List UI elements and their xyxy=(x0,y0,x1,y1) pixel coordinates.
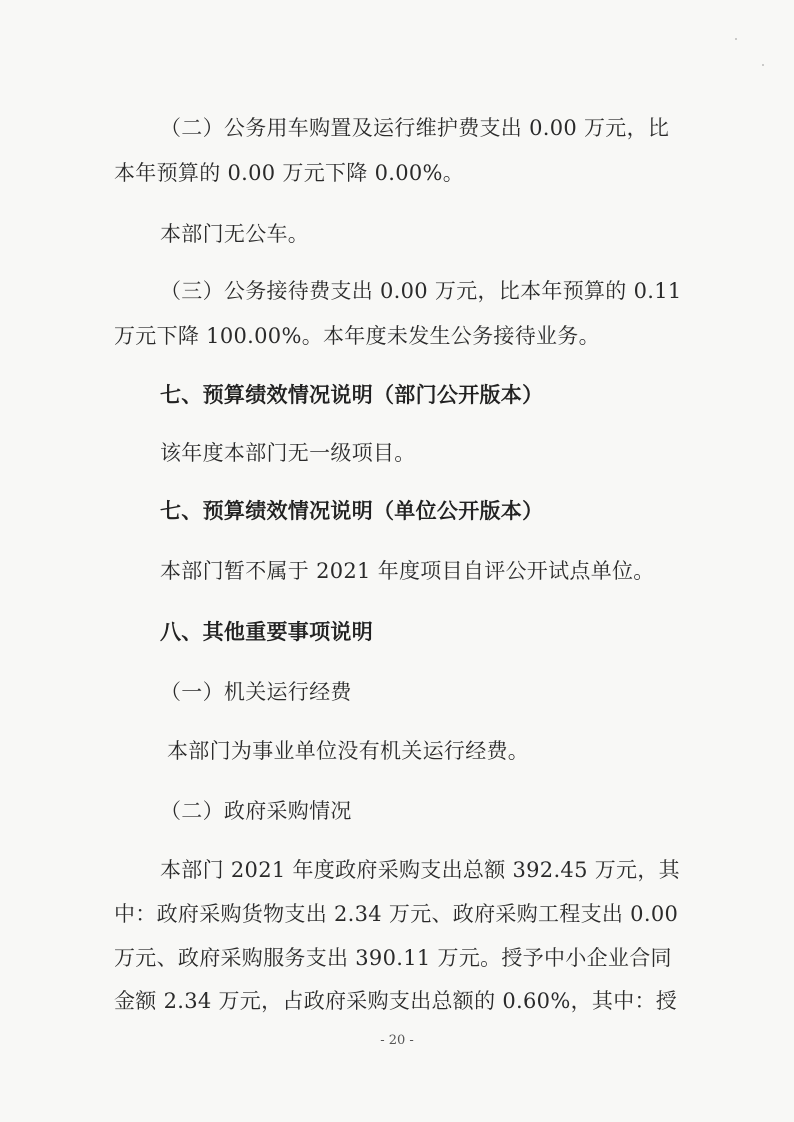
operating-expenses-text: 本部门为事业单位没有机关运行经费。 xyxy=(167,739,530,763)
section-heading-performance-department: 七、预算绩效情况说明（部门公开版本） xyxy=(160,383,544,407)
procurement-line-1: 本部门 2021 年度政府采购支出总额 392.45 万元，其 xyxy=(160,858,680,882)
section-heading-other-matters: 八、其他重要事项说明 xyxy=(160,620,373,644)
performance-unit-text: 本部门暂不属于 2021 年度项目自评公开试点单位。 xyxy=(160,559,655,583)
subheading-government-procurement: （二）政府采购情况 xyxy=(160,799,352,823)
reception-expense-line-2: 万元下降 100.00%。本年度未发生公务接待业务。 xyxy=(114,324,600,348)
scan-speck xyxy=(735,38,737,40)
section-heading-performance-unit: 七、预算绩效情况说明（单位公开版本） xyxy=(160,499,544,523)
procurement-line-3: 万元、政府采购服务支出 390.11 万元。授予中小企业合同 xyxy=(114,946,672,970)
vehicle-expense-line-2: 本年预算的 0.00 万元下降 0.00%。 xyxy=(114,161,465,185)
scan-speck xyxy=(762,64,764,66)
reception-expense-line-1: （三）公务接待费支出 0.00 万元，比本年预算的 0.11 xyxy=(160,279,682,303)
procurement-line-2: 中：政府采购货物支出 2.34 万元、政府采购工程支出 0.00 xyxy=(114,902,679,926)
page-number: - 20 - xyxy=(380,1033,414,1048)
no-car-text: 本部门无公车。 xyxy=(160,222,310,246)
performance-department-text: 该年度本部门无一级项目。 xyxy=(160,441,416,465)
vehicle-expense-line-1: （二）公务用车购置及运行维护费支出 0.00 万元，比 xyxy=(160,116,670,140)
procurement-line-4: 金额 2.34 万元，占政府采购支出总额的 0.60%，其中：授 xyxy=(114,989,678,1013)
subheading-operating-expenses: （一）机关运行经费 xyxy=(160,680,352,704)
